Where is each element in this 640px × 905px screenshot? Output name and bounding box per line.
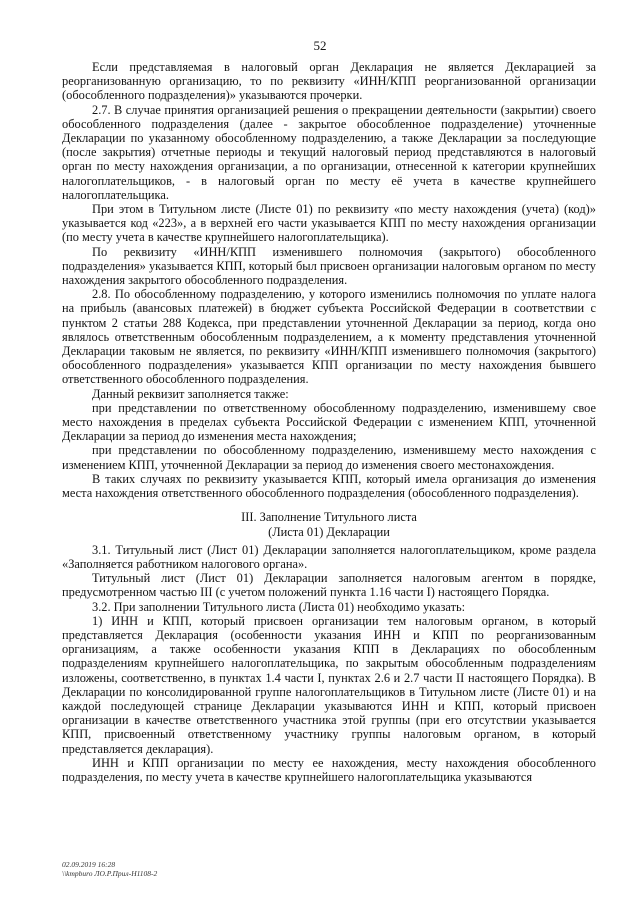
section-heading: III. Заполнение Титульного листа <box>241 510 417 525</box>
paragraph: ИНН и КПП организации по месту ее нахождения, месту нахождения обособленного подразделения, по месту учета в качестве крупнейшего налогоплательщика указываются <box>62 755 596 784</box>
paragraph: 1) ИНН и КПП, который присвоен организации тем налоговым органом, в который представляется Декларация (особенности указания ИНН и КПП по реорганизованным организациям, а также особенности указания КПП в Декларациях по обособленным подразделениям крупнейшего налогоплательщика, по закрытым обособленным подразделениям изложены, соответственно, в пунктах 1.4 части I, пунктах 2.6 и 2.7 части II настоящего Порядка). В Декларации по консолидированной группе налогоплательщиков в Титульном листе (Листе 01) и на каждой последующей странице Декларации указываются ИНН и КПП, который присвоен организации в качестве ответственного участника этой группы (при его отсутствии указывается КПП, присвоенный ответственному участнику группы налоговым органом, в который представляется декларация). <box>62 613 596 756</box>
paragraph: 2.7. В случае принятия организацией решения о прекращении деятельности (закрытии) своего обособленного подразделения (далее - закрытое обособленное подразделение) уточненные Декларации по указанному обособленному подразделению, а также Декларации за последующие (после закрытия) отчетные периоды и текущий налоговый период представляются в налоговый орган по месту нахождения организации, а по организации, отнесенной к категории крупнейших налогоплательщиков, - в налоговый орган по месту её учета в качестве крупнейшего налогоплательщика. <box>62 102 596 202</box>
paragraph: при представлении по обособленному подразделению, изменившему место нахождения с изменением КПП, уточненной Декларации за период до изменения своего местонахождения. <box>62 443 596 472</box>
footer-file-path: \\kmpburo ЛО.Р.Прил-Н1108-2 <box>62 869 158 878</box>
paragraph: 3.2. При заполнении Титульного листа (Листа 01) необходимо указать: <box>92 599 466 614</box>
paragraph: 2.8. По обособленному подразделению, у которого изменились полномочия по уплате налога на прибыль (авансовых платежей) в бюджет субъекта Российской Федерации в соответствии с пунктом 2 статьи 288 Кодекса, при представлении уточненной Декларации за период, когда оно являлось ответственным обособленным подразделением, а к моменту представления уточненной Декларации таковым не является, по реквизиту «ИНН/КПП изменившего полномочия (закрытого) обособленного подразделения» указывается КПП организации по месту нахождения бывшего ответственного обособленного подразделения. <box>62 287 596 387</box>
page-number: 52 <box>313 38 327 53</box>
paragraph: Данный реквизит заполняется также: <box>92 386 289 401</box>
paragraph: В таких случаях по реквизиту указывается КПП, который имела организация до изменения места нахождения ответственного обособленного подразделения (обособленного подразделения). <box>62 471 596 501</box>
section-subheading: (Листа 01) Декларации <box>268 524 390 539</box>
footer-timestamp: 02.09.2019 16:28 <box>62 860 116 869</box>
paragraph: Если представляемая в налоговый орган Декларация не является Декларацией за реорганизованную организацию, то по реквизиту «ИНН/КПП реорганизованной организации (обособленного подразделения)» указываются прочерки. <box>62 60 596 103</box>
paragraph: По реквизиту «ИНН/КПП изменившего полномочия (закрытого) обособленного подразделения» указывается КПП, который был присвоен организации налоговым органом по месту нахождения закрытого обособленного подразделения. <box>62 244 596 288</box>
footer <box>62 860 157 878</box>
document-body <box>62 60 596 784</box>
paragraph: При этом в Титульном листе (Листе 01) по реквизиту «по месту нахождения (учета) (код)» указывается код «223», а в верхней его части указывается КПП по месту нахождения организации (по месту учета в качестве крупнейшего налогоплательщика). <box>62 202 596 245</box>
paragraph: при представлении по ответственному обособленному подразделению, изменившему свое место нахождения в пределах субъекта Российской Федерации с изменением КПП, уточненной Декларации за период до изменения места нахождения; <box>62 400 596 444</box>
paragraph: 3.1. Титульный лист (Лист 01) Декларации заполняется налогоплательщиком, кроме раздела «Заполняется работником налогового органа». <box>62 542 596 571</box>
paragraph: Титульный лист (Лист 01) Декларации заполняется налоговым агентом в порядке, предусмотренном частью III (с учетом положений пункта 1.16 части I) настоящего Порядка. <box>62 571 596 600</box>
